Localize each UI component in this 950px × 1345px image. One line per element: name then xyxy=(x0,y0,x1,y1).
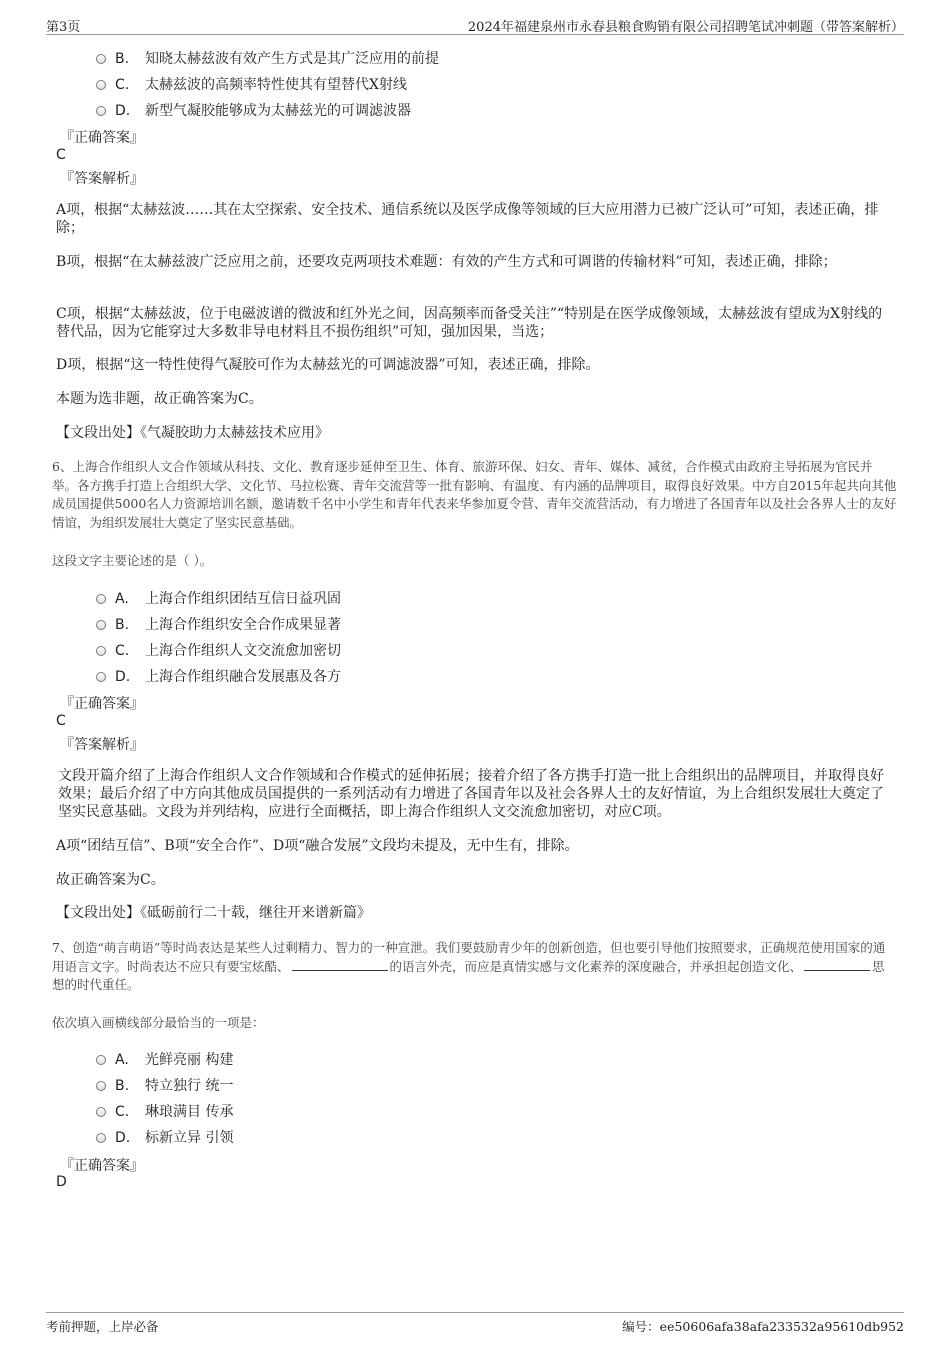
fill-blank-1[interactable] xyxy=(292,958,388,971)
q7-answer-label: 『正确答案』 xyxy=(60,1158,144,1174)
document-title: 2024年福建泉州市永春县粮食购销有限公司招聘笔试冲刺题（带答案解析） xyxy=(467,20,904,35)
q5-analysis-d: D项，根据“这一特性使得气凝胶可作为太赫兹光的可调滤波器”可知，表述正确，排除。 xyxy=(56,357,600,373)
q6-analysis-label: 『答案解析』 xyxy=(60,737,144,753)
q5-analysis-b: B项，根据“在太赫兹波广泛应用之前，还要攻克两项技术难题：有效的产生方式和可调谐的传输材料”可知，表述正确，排除； xyxy=(56,254,837,270)
q6-conclusion: 故正确答案为C。 xyxy=(56,872,165,888)
q7-option-a[interactable]: A. 光鲜亮丽 构建 xyxy=(96,1049,233,1069)
radio-icon[interactable] xyxy=(96,106,106,116)
q5-source: 【文段出处】《气凝胶助力太赫兹技术应用》 xyxy=(56,425,329,441)
q6-source: 【文段出处】《砥砺前行二十载，继往开来谱新篇》 xyxy=(56,905,371,921)
radio-icon[interactable] xyxy=(96,620,106,630)
q5-option-d[interactable]: D. 新型气凝胶能够成为太赫兹光的可调滤波器 xyxy=(96,100,411,120)
q5-analysis-c: C项，根据“太赫兹波，位于电磁波谱的微波和红外光之间，因高频率而备受关注”“特别是在医学成像领域，太赫兹波有望成为X射线的替代品，因为它能穿过大多数非导电材料且不损伤组织”可知，强加因果，当选； xyxy=(56,306,883,340)
footer-slogan: 考前押题，上岸必备 xyxy=(46,1319,159,1334)
q7-option-d[interactable]: D. 标新立异 引领 xyxy=(96,1127,233,1147)
fill-blank-2[interactable] xyxy=(804,958,870,971)
radio-icon[interactable] xyxy=(96,646,106,656)
q7-option-b[interactable]: B. 特立独行 统一 xyxy=(96,1075,233,1095)
q5-option-c[interactable]: C. 太赫兹波的高频率特性使其有望替代X射线 xyxy=(96,74,407,94)
q5-answer: C xyxy=(56,147,66,163)
radio-icon[interactable] xyxy=(96,54,106,64)
q6-answer: C xyxy=(56,713,66,729)
radio-icon[interactable] xyxy=(96,594,106,604)
q5-option-b[interactable]: B. 知晓太赫兹波有效产生方式是其广泛应用的前提 xyxy=(96,48,439,68)
q6-option-d[interactable]: D. 上海合作组织融合发展惠及各方 xyxy=(96,666,341,686)
q6-stem: 6、上海合作组织人文合作领域从科技、文化、教育逐步延伸至卫生、体育、旅游环保、妇女、青年、媒体、减贫，合作模式由政府主导拓展为官民并举。各方携手打造上合组织大学、文化节、马拉松赛、青年交流营等一批有影响、有温度、有内涵的品牌项目，取得良好效果。中方自2015年起共向其他成员国提供5000名人力资源培训名额，邀请数千名中小学生和青年代表来华参加夏令营、青年交流营活动，有力增进了各国青年以及社会各界人士的友好情谊，为组织发展壮大奠定了坚实民意基础。 xyxy=(52,459,897,530)
radio-icon[interactable] xyxy=(96,80,106,90)
q6-option-a[interactable]: A. 上海合作组织团结互信日益巩固 xyxy=(96,588,341,608)
q7-option-c[interactable]: C. 琳琅满目 传承 xyxy=(96,1101,233,1121)
q6-analysis-main: 文段开篇介绍了上海合作组织人文合作领域和合作模式的延伸拓展；接着介绍了各方携手打造一批上合组织出的品牌项目，并取得良好效果；最后介绍了中方向其他成员国提供的一系列活动有力增进了各国青年以及社会各界人士的友好情谊，为上合组织发展壮大奠定了坚实民意基础。文段为并列结构，应进行全面概括，即上海合作组织人文交流愈加密切，对应C项。 xyxy=(58,768,884,820)
page-number: 第3页 xyxy=(46,20,81,35)
q6-option-c[interactable]: C. 上海合作组织人文交流愈加密切 xyxy=(96,640,341,660)
radio-icon[interactable] xyxy=(96,1133,106,1143)
q5-conclusion: 本题为选非题，故正确答案为C。 xyxy=(56,391,263,407)
q6-analysis-exclusion: A项“团结互信”、B项“安全合作”、D项“融合发展”文段均未提及，无中生有，排除。 xyxy=(56,838,579,854)
document-id: 编号：ee50606afa38afa233532a95610db952 xyxy=(622,1319,904,1334)
q7-stem: 7、创造“萌言萌语”等时尚表达是某些人过剩精力、智力的一种宣泄。我们要鼓励青少年的创新创造，但也要引导他们按照要求，正确规范使用国家的通用语言文字。时尚表达不应只有要宝炫酷、 的语言外壳，而应是真情实感与文化素养的深度融合，并承担起创造文化、 思想的时代重任。 xyxy=(52,940,886,992)
radio-icon[interactable] xyxy=(96,672,106,682)
q5-answer-label: 『正确答案』 xyxy=(60,130,144,146)
radio-icon[interactable] xyxy=(96,1081,106,1091)
radio-icon[interactable] xyxy=(96,1107,106,1117)
q6-option-b[interactable]: B. 上海合作组织安全合作成果显著 xyxy=(96,614,341,634)
q6-question: 这段文字主要论述的是（ ）。 xyxy=(52,553,213,568)
q6-answer-label: 『正确答案』 xyxy=(60,696,144,712)
page-header xyxy=(46,14,904,35)
q7-answer: D xyxy=(56,1174,67,1190)
q5-analysis-a: A项，根据“太赫兹波……其在太空探索、安全技术、通信系统以及医学成像等领域的巨大应用潜力已被广泛认可”可知，表述正确，排除； xyxy=(56,202,879,236)
radio-icon[interactable] xyxy=(96,1055,106,1065)
q5-analysis-label: 『答案解析』 xyxy=(60,171,144,187)
q7-question: 依次填入画横线部分最恰当的一项是： xyxy=(52,1015,265,1030)
page-footer xyxy=(46,1312,904,1337)
